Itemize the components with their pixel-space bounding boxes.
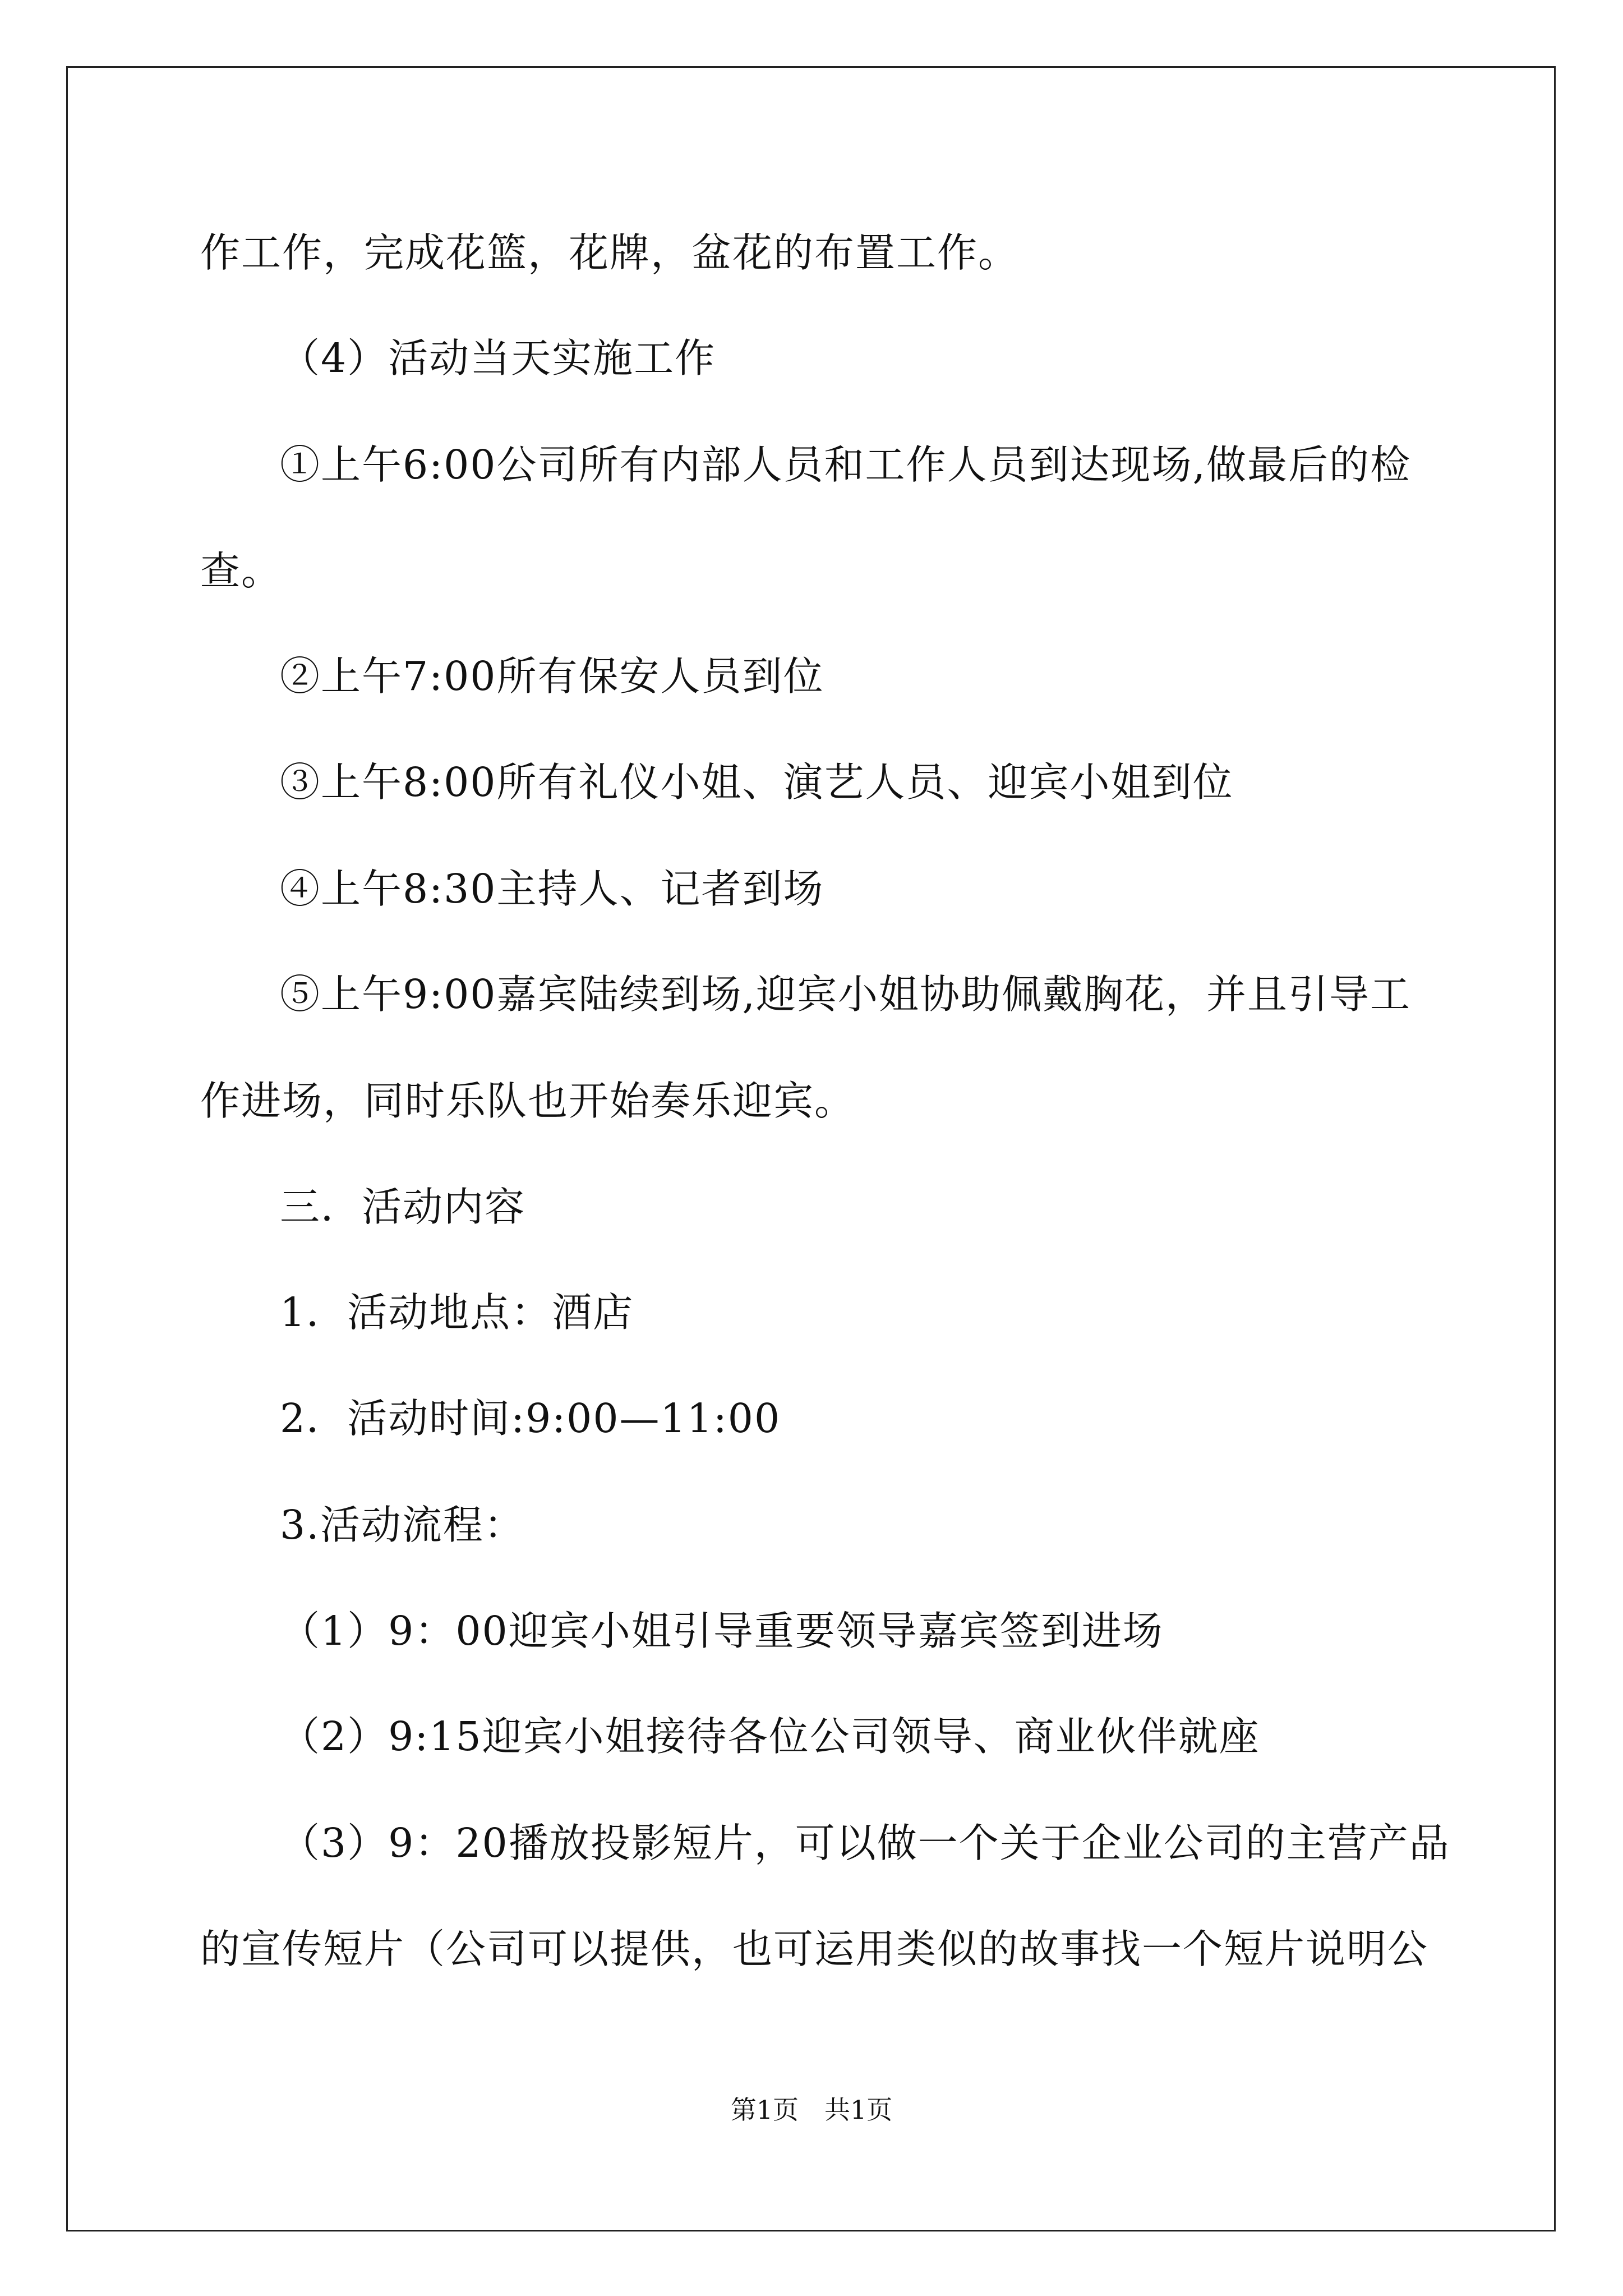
text-line: 3.活动流程：: [280, 1502, 525, 1548]
text-line: 1．活动地点：酒店: [280, 1289, 634, 1336]
text-line: （3）9：20播放投影短片，可以做一个关于企业公司的主营产品: [280, 1820, 1450, 1866]
section-heading: 三．活动内容: [280, 1184, 526, 1230]
text-line: 作进场，同时乐队也开始奏乐迎宾。: [200, 1078, 856, 1124]
text-line: （2）9:15迎宾小姐接待各位公司领导、商业伙伴就座: [280, 1713, 1260, 1760]
text-line: 查。: [200, 547, 283, 594]
text-line: ④上午8:30主持人、记者到场: [280, 866, 824, 912]
text-line: ③上午8:00所有礼仪小姐、演艺人员、迎宾小姐到位: [280, 759, 1234, 806]
text-line: ⑤上午9:00嘉宾陆续到场,迎宾小姐协助佩戴胸花，并且引导工: [280, 971, 1412, 1018]
page-border: [66, 66, 1556, 2231]
text-line: （1）9：00迎宾小姐引导重要领导嘉宾签到进场: [280, 1608, 1164, 1654]
text-line: 2．活动时间:9:00—11:00: [280, 1395, 781, 1442]
text-line: 作工作，完成花篮，花牌，盆花的布置工作。: [200, 229, 1020, 276]
text-line: （4）活动当天实施工作: [280, 335, 716, 381]
text-line: ②上午7:00所有保安人员到位: [280, 653, 824, 700]
text-line: 的宣传短片（公司可以提供，也可运用类似的故事找一个短片说明公: [200, 1926, 1429, 1972]
page-number-footer: 第1页 共1页: [730, 2095, 893, 2125]
text-line: ①上午6:00公司所有内部人员和工作人员到达现场,做最后的检: [280, 441, 1412, 488]
